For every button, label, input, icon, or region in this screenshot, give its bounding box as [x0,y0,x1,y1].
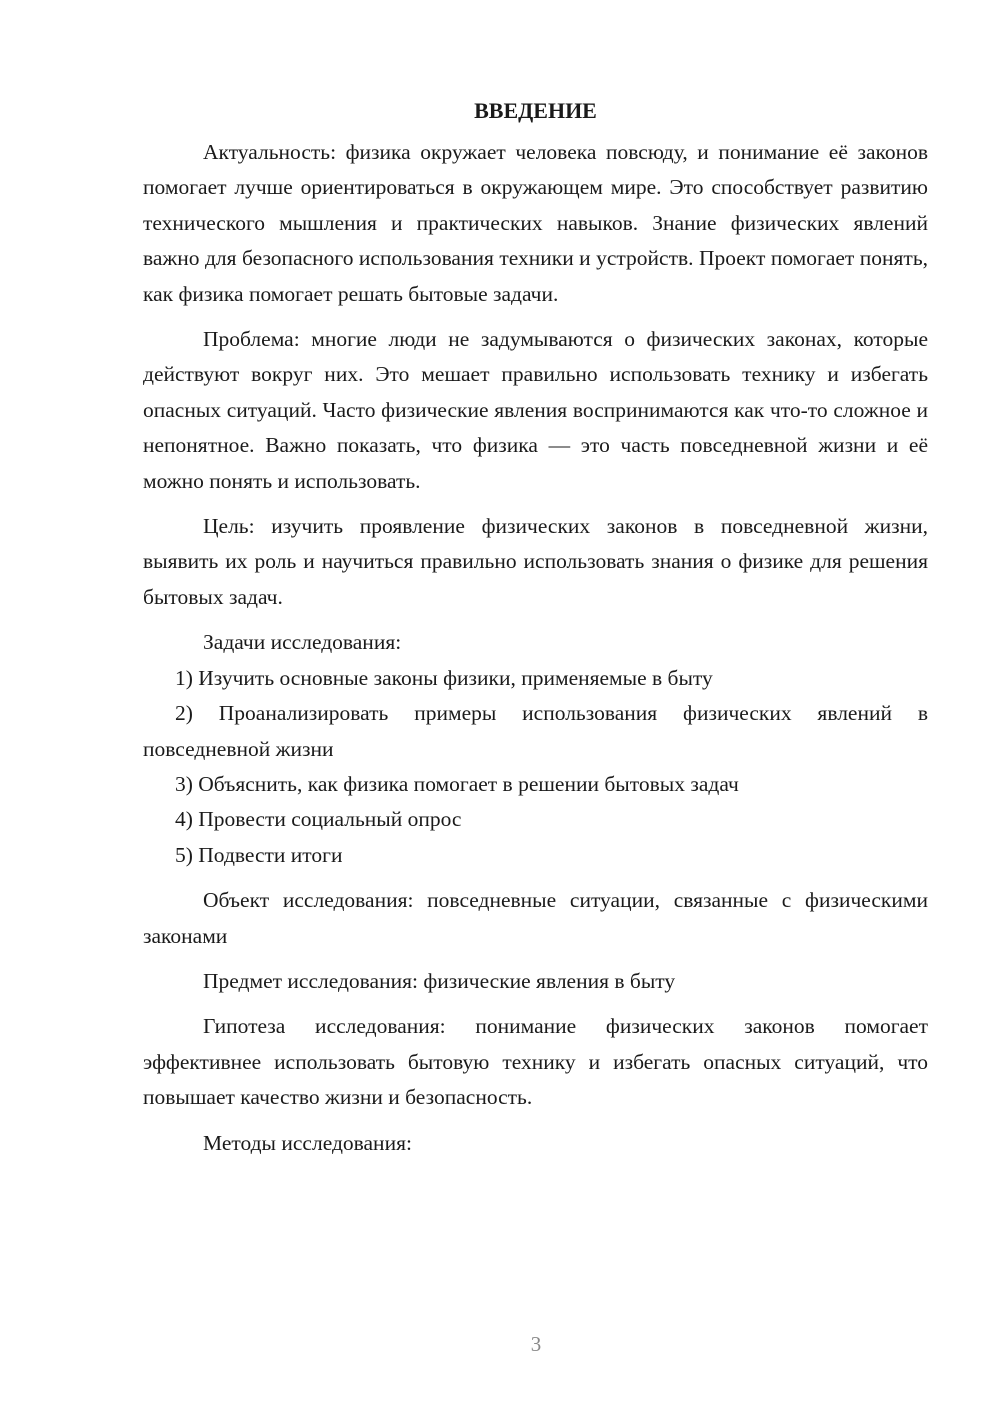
task-item-3: 3) Объяснить, как физика помогает в решении бытовых задач [175,771,739,796]
paragraph-subject: Предмет исследования: физические явления в быту [203,968,676,993]
paragraph-relevance: Актуальность: физика окружает человека повсюду, и понимание её законов помогает лучше ориентироваться в окружающем мире. Это способствует развитию технического мышления и практических навыков. Знание физических явлений важно для безопасного использования техники и устройств. Проект помогает понять, как физика помогает решать бытовые задачи. [143,140,928,306]
task-item-1: 1) Изучить основные законы физики, применяемые в быту [175,665,713,690]
page-number: 3 [530,1332,542,1356]
task-item-5: 5) Подвести итоги [175,842,343,867]
paragraph-problem: Проблема: многие люди не задумываются о физических законах, которые действуют вокруг них. Это мешает правильно использовать технику и избегать опасных ситуаций. Часто физические явления воспринимаются как что-то сложное и непонятное. Важно показать, что физика — это часть повседневной жизни и её можно понять и использовать. [143,327,928,493]
paragraph-object: Объект исследования: повседневные ситуации, связанные с физическими законами [143,888,928,948]
document-body [143,94,928,1161]
task-item-2: 2) Проанализировать примеры использования физических явлений в повседневной жизни [143,701,928,761]
paragraph-goal: Цель: изучить проявление физических законов в повседневной жизни, выявить их роль и научиться правильно использовать знания о физике для решения бытовых задач. [143,514,928,609]
methods-heading: Методы исследования: [203,1130,412,1155]
task-item-4: 4) Провести социальный опрос [175,807,462,832]
tasks-heading: Задачи исследования: [203,630,402,655]
section-title: ВВЕДЕНИЕ [474,98,597,123]
paragraph-hypothesis: Гипотеза исследования: понимание физических законов помогает эффективнее использовать бытовую технику и избегать опасных ситуаций, что повышает качество жизни и безопасность. [143,1014,928,1110]
